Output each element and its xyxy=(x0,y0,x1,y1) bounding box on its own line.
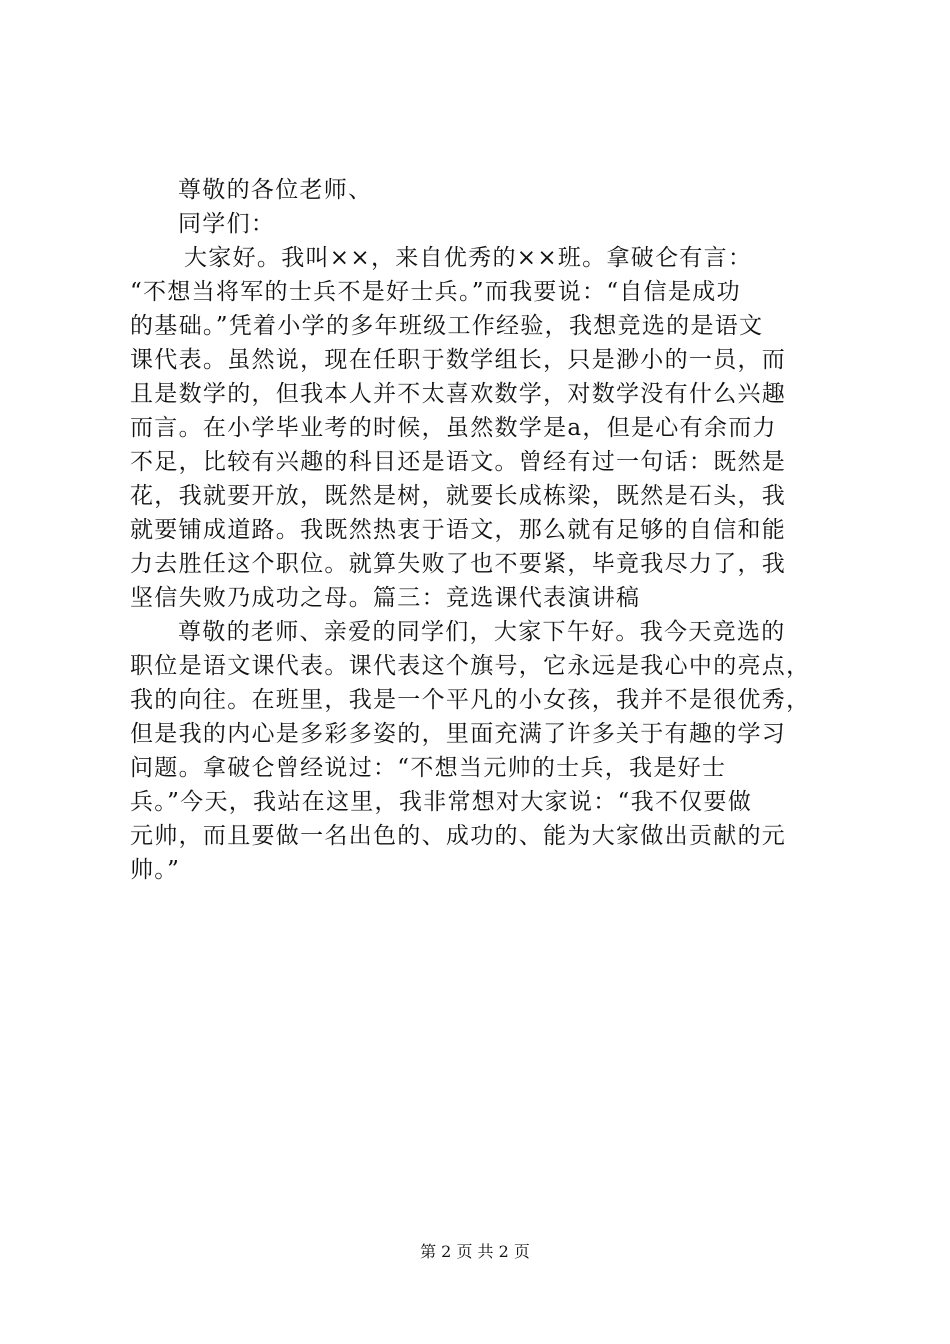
paragraph-1-line: 课代表。虽然说，现在任职于数学组长，只是渺小的一员，而 xyxy=(130,347,787,373)
paragraph-1-line: 坚信失败乃成功之母。篇三：竞选课代表演讲稿 xyxy=(130,585,641,611)
salutation-line-2: 同学们： xyxy=(178,211,276,237)
paragraph-1-line: 且是数学的，但我本人并不太喜欢数学，对数学没有什么兴趣 xyxy=(130,381,787,407)
document-body xyxy=(130,173,836,887)
paragraph-1-line: 就要铺成道路。我既然热衷于语文，那么就有足够的自信和能 xyxy=(130,517,787,543)
paragraph-1-line: 花，我就要开放，既然是树，就要长成栋梁，既然是石头，我 xyxy=(130,483,787,509)
paragraph-1-line: 而言。在小学毕业考的时候，虽然数学是a，但是心有余而力 xyxy=(130,415,777,441)
paragraph-1-line: 不足，比较有兴趣的科目还是语文。曾经有过一句话：既然是 xyxy=(130,449,787,475)
paragraph-1-line: 大家好。我叫××，来自优秀的××班。拿破仑有言： xyxy=(184,245,753,271)
paragraph-1-line: 的基础。”凭着小学的多年班级工作经验，我想竞选的是语文 xyxy=(130,313,764,339)
paragraph-2-line: 职位是语文课代表。课代表这个旗号，它永远是我心中的亮点， xyxy=(130,653,811,679)
paragraph-2-line: 元帅，而且要做一名出色的、成功的、能为大家做出贡献的元 xyxy=(130,823,787,849)
salutation-line-1: 尊敬的各位老师、 xyxy=(178,177,373,203)
paragraph-2-line: 尊敬的老师、亲爱的同学们，大家下午好。我今天竞选的 xyxy=(178,619,786,645)
paragraph-2-line: 兵。”今天，我站在这里，我非常想对大家说：“我不仅要做 xyxy=(130,789,753,815)
paragraph-2-line: 我的向往。在班里，我是一个平凡的小女孩，我并不是很优秀， xyxy=(130,687,811,713)
paragraph-2-line: 帅。” xyxy=(130,857,181,883)
page-footer: 第 2 页 共 2 页 xyxy=(420,1242,530,1261)
paragraph-1-line: 力去胜任这个职位。就算失败了也不要紧，毕竟我尽力了，我 xyxy=(130,551,787,577)
paragraph-2-line: 问题。拿破仑曾经说过：“不想当元帅的士兵，我是好士 xyxy=(130,755,727,781)
paragraph-1-line: “不想当将军的士兵不是好士兵。”而我要说：“自信是成功 xyxy=(130,279,741,305)
paragraph-2-line: 但是我的内心是多彩多姿的，里面充满了许多关于有趣的学习 xyxy=(130,721,787,747)
